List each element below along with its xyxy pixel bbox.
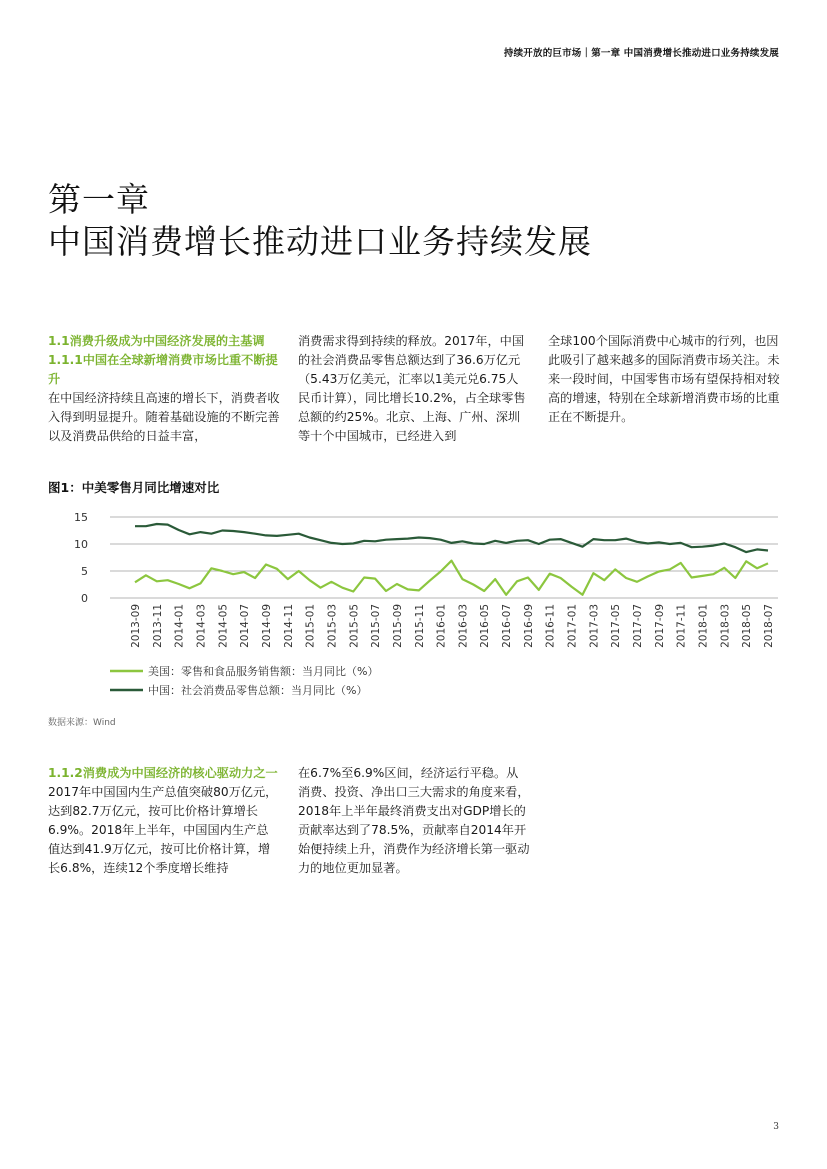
page-number: 3 bbox=[773, 1122, 779, 1132]
x-tick-label: 2016-03 bbox=[457, 604, 470, 648]
body-text: 消费需求得到持续的释放。2017年，中国的社会消费品零售总额达到了36.6万亿元（5.43万亿美元，汇率以1美元兑6.75人民币计算），同比增长10.2%，占全球零售总额的约25%。北京、上海、广州、深圳等十个中国城市，已经进入到 bbox=[298, 334, 526, 443]
x-tick-label: 2014-05 bbox=[217, 604, 230, 648]
section2-col2 bbox=[298, 764, 530, 878]
series-line-0 bbox=[135, 561, 768, 595]
x-tick-label: 2017-01 bbox=[566, 604, 579, 648]
x-tick-label: 2016-07 bbox=[501, 604, 514, 648]
x-tick-label: 2014-07 bbox=[239, 604, 252, 648]
x-tick-label: 2017-07 bbox=[632, 604, 645, 648]
x-tick-label: 2015-09 bbox=[391, 604, 404, 648]
x-tick-label: 2017-03 bbox=[588, 604, 601, 648]
body-text: 2017年中国国内生产总值突破80万亿元，达到82.7万亿元，按可比价格计算增长6.9%。2018年上半年，中国国内生产总值达到41.9万亿元，按可比价格计算，增长6.8%，连续12个季度增长维持 bbox=[48, 785, 278, 875]
chapter-title: 中国消费增长推动进口业务持续发展 bbox=[48, 222, 592, 261]
section2-col1 bbox=[48, 764, 280, 878]
body-text: 在6.7%至6.9%区间，经济运行平稳。从消费、投资、净出口三大需求的角度来看，2018年上半年最终消费支出对GDP增长的贡献率达到了78.5%，贡献率自2014年开始便持续上升，消费作为经济增长第一驱动力的地位更加显著。 bbox=[298, 766, 530, 875]
x-tick-label: 2018-03 bbox=[719, 604, 732, 648]
section-heading: 1.1消费升级成为中国经济发展的主基调 bbox=[48, 334, 265, 348]
x-tick-label: 2016-01 bbox=[435, 604, 448, 648]
section-heading: 1.1.2消费成为中国经济的核心驱动力之一 bbox=[48, 766, 278, 780]
x-tick-label: 2017-11 bbox=[675, 604, 688, 648]
series-line-1 bbox=[135, 524, 768, 552]
x-tick-label: 2013-09 bbox=[130, 604, 142, 648]
x-tick-label: 2016-09 bbox=[522, 604, 535, 648]
x-tick-label: 2014-01 bbox=[173, 604, 186, 648]
x-tick-label: 2013-11 bbox=[151, 604, 164, 648]
x-tick-label: 2016-11 bbox=[544, 604, 557, 648]
x-tick-label: 2017-05 bbox=[610, 604, 623, 648]
figure-title: 图1：中美零售月同比增速对比 bbox=[48, 480, 220, 495]
section1-col2 bbox=[298, 332, 530, 446]
x-tick-label: 2015-01 bbox=[304, 604, 317, 648]
y-tick-label: 10 bbox=[74, 538, 88, 551]
x-tick-label: 2018-05 bbox=[741, 604, 754, 648]
section1-col3 bbox=[548, 332, 780, 427]
line-chart bbox=[48, 500, 783, 710]
y-tick-label: 0 bbox=[81, 592, 88, 605]
x-tick-label: 2014-11 bbox=[282, 604, 295, 648]
y-tick-label: 5 bbox=[81, 565, 88, 578]
x-tick-label: 2018-07 bbox=[763, 604, 775, 648]
x-tick-label: 2018-01 bbox=[697, 604, 710, 648]
x-tick-label: 2016-05 bbox=[479, 604, 492, 648]
legend-label: 美国：零售和食品服务销售额：当月同比（%） bbox=[148, 665, 379, 678]
x-tick-label: 2017-09 bbox=[653, 604, 666, 648]
running-header: 持续开放的巨市场｜第一章 中国消费增长推动进口业务持续发展 bbox=[503, 48, 779, 59]
legend-label: 中国：社会消费品零售总额：当月同比（%） bbox=[148, 684, 368, 697]
section1-col1 bbox=[48, 332, 280, 446]
chapter-label: 第一章 bbox=[48, 180, 150, 219]
section-subheading: 1.1.1中国在全球新增消费市场比重不断提升 bbox=[48, 353, 278, 386]
x-tick-label: 2014-09 bbox=[260, 604, 273, 648]
x-tick-label: 2015-11 bbox=[413, 604, 426, 648]
x-tick-label: 2015-05 bbox=[348, 604, 361, 648]
x-tick-label: 2014-03 bbox=[195, 604, 208, 648]
x-tick-label: 2015-03 bbox=[326, 604, 339, 648]
body-text: 全球100个国际消费中心城市的行列，也因此吸引了越来越多的国际消费市场关注。未来一段时间，中国零售市场有望保持相对较高的增速，特别在全球新增消费市场的比重正在不断提升。 bbox=[548, 334, 780, 424]
x-tick-label: 2015-07 bbox=[370, 604, 383, 648]
body-text: 在中国经济持续且高速的增长下，消费者收入得到明显提升。随着基础设施的不断完善以及消费品供给的日益丰富， bbox=[48, 391, 280, 443]
data-source: 数据来源：Wind bbox=[48, 718, 116, 728]
y-tick-label: 15 bbox=[74, 511, 88, 524]
